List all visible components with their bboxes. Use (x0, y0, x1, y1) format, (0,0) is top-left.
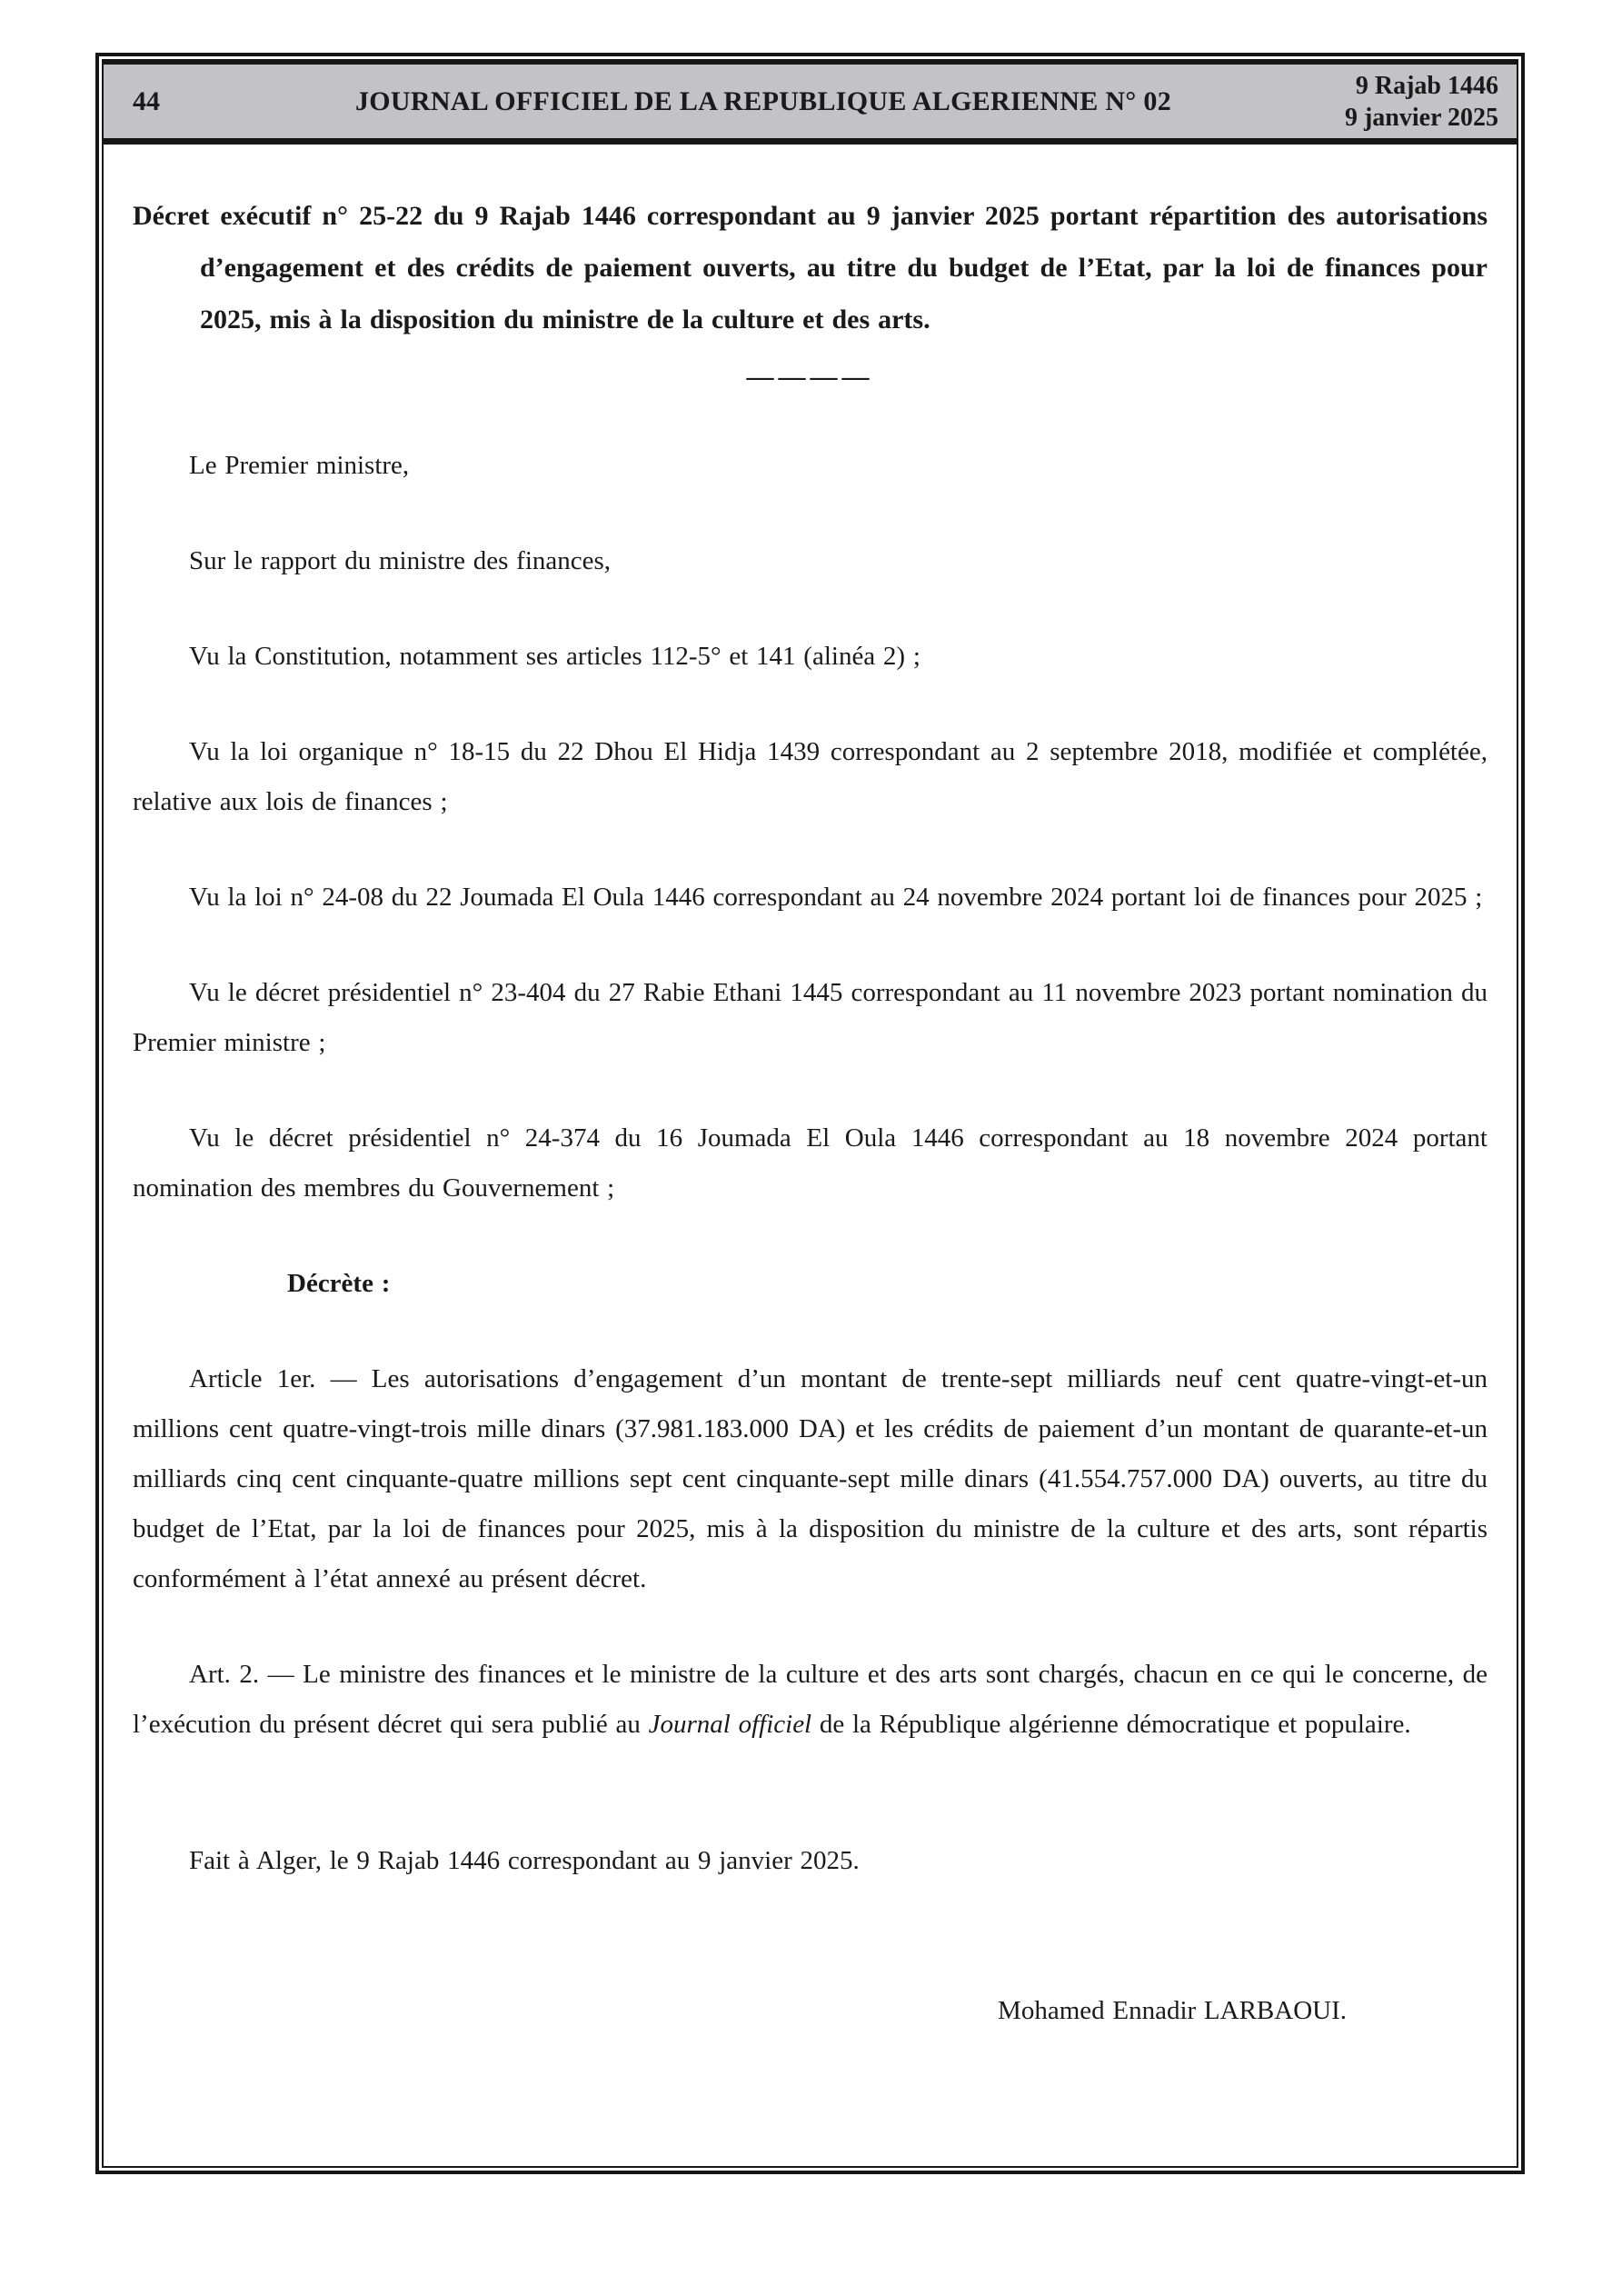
journal-officiel-reference: Journal officiel (648, 1710, 812, 1739)
text-segment: de la République algérienne démocratique et populaire. (811, 1710, 1411, 1739)
decree-body (133, 441, 1488, 2036)
issue-dates (1303, 70, 1498, 134)
decree-content (104, 190, 1517, 2036)
decree-paragraph: Le Premier ministre, (189, 451, 410, 480)
masthead (104, 61, 1517, 145)
decree-paragraph: Vu la loi n° 24-08 du 22 Joumada El Oula 1446 correspondant au 24 novembre 2024 portant loi de finances pour 2025 ; (189, 883, 1483, 912)
separator-dashes: ———— (746, 362, 874, 392)
date-place-line: Fait à Alger, le 9 Rajab 1446 correspondant au 9 janvier 2025. (189, 1846, 860, 1875)
date-gregorian: 9 janvier 2025 (1344, 103, 1498, 132)
decree-paragraph: Sur le rapport du ministre des finances, (189, 546, 612, 575)
page-number: 44 (133, 85, 160, 116)
date-hijri: 9 Rajab 1446 (1355, 71, 1498, 100)
signature: Mohamed Ennadir LARBAOUI. (998, 1996, 1347, 2025)
page-inner-frame (102, 59, 1518, 2168)
decree-paragraph: Vu la loi organique n° 18-15 du 22 Dhou El Hidja 1439 correspondant au 2 septembre 2018, modifiée et complétée, relative aux lois de finances ; (133, 737, 1488, 816)
decree-paragraph: Vu le décret présidentiel n° 24-374 du 16 Joumada El Oula 1446 correspondant au 18 novembre 2024 portant nomination des membres du Gouvernement ; (133, 1123, 1488, 1203)
decree-paragraph (133, 1650, 1488, 1750)
text-segment: Art. 2. — Le ministre des finances et le ministre de la culture et des arts sont chargés, chacun en ce qui le concerne, de l’exécution du présent décret qui sera publié au (133, 1660, 1488, 1739)
decree-title: Décret exécutif n° 25-22 du 9 Rajab 1446 correspondant au 9 janvier 2025 portant répartition des autorisations d’engagement et des crédits de paiement ouverts, au titre du budget de l’Etat, par la loi de finances pour 2025, mis à la disposition du ministre de la culture et des arts. (133, 201, 1488, 334)
decrete-heading: Décrète : (287, 1269, 391, 1298)
page-border-frame (95, 53, 1525, 2174)
decree-paragraph: Article 1er. — Les autorisations d’engagement d’un montant de trente-sept milliards neuf cent quatre-vingt-et-un millions cent quatre-vingt-trois mille dinars (37.981.183.000 DA) et les crédits de paiement d’un montant de quarante-et-un milliards cinq cent cinquante-quatre millions sept cent cinquante-sept mille dinars (41.554.757.000 DA) ouverts, au titre du budget de l’Etat, par la loi de finances pour 2025, mis à la disposition du ministre de la culture et des arts, sont répartis conformément à l’état annexé au présent décret. (133, 1364, 1488, 1593)
decree-paragraph: Vu le décret présidentiel n° 23-404 du 27 Rabie Ethani 1445 correspondant au 11 novembre 2023 portant nomination du Premier ministre ; (133, 978, 1488, 1057)
decree-paragraph: Vu la Constitution, notamment ses articles 112-5° et 141 (alinéa 2) ; (189, 642, 920, 671)
journal-title: JOURNAL OFFICIEL DE LA REPUBLIQUE ALGERIENNE N° 02 (355, 85, 1171, 116)
